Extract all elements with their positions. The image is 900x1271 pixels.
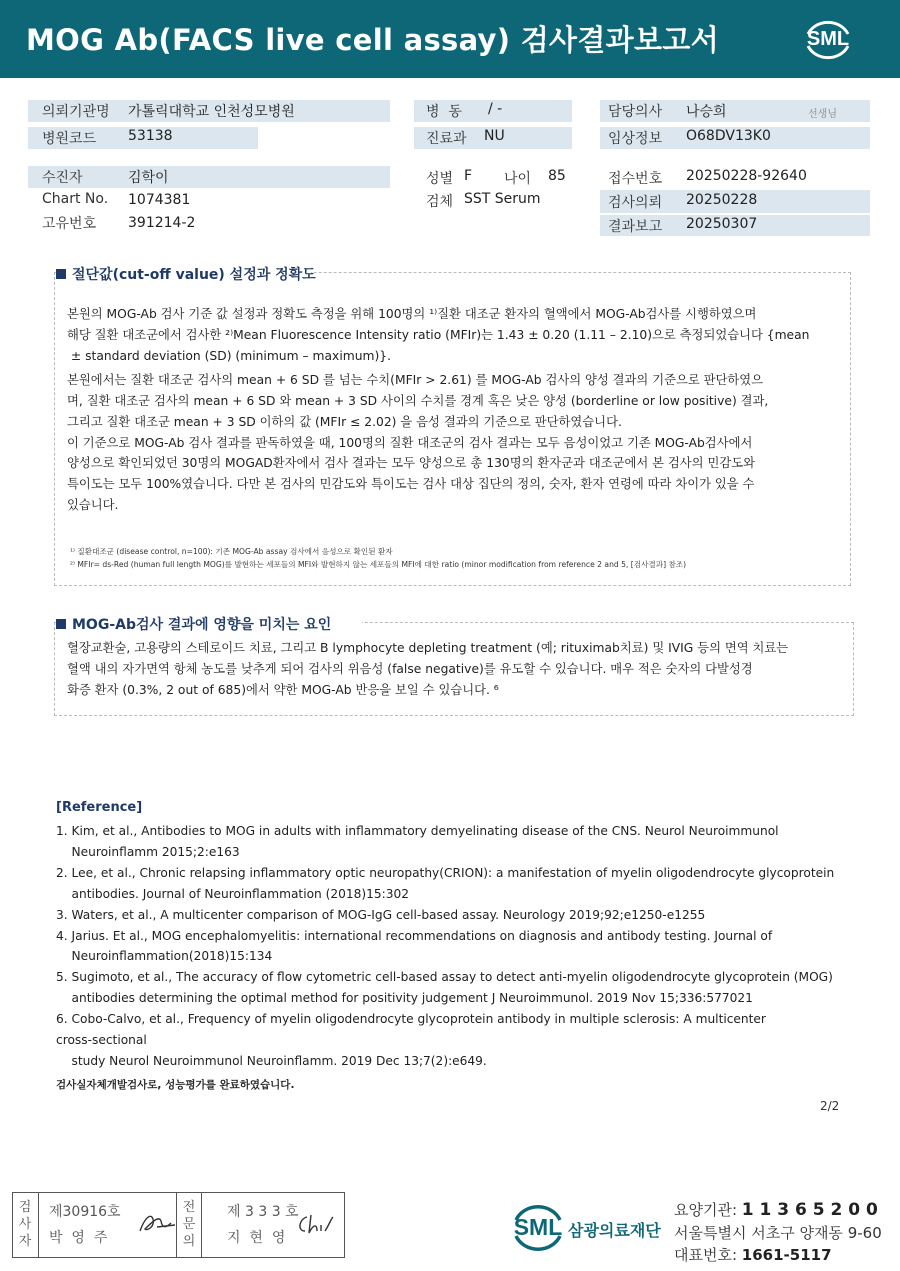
- signature-2-icon: [295, 1211, 335, 1239]
- ward-label: 병 동: [426, 104, 462, 120]
- reference-line: 6. Cobo-Calvo, et al., Frequency of myelin oligodendrocyte glycoprotein antibody in multiple sclerosis: A multicenter: [56, 1012, 766, 1026]
- footnote-1: ¹⁾ 질환대조군 (disease control, n=100): 기존 MOG-Ab assay 검사에서 음성으로 확인된 환자: [70, 547, 393, 556]
- stamp2-name: 지 현 영: [227, 1230, 286, 1246]
- reference-line: study Neurol Neuroimmunol Neuroinflamm. 2019 Dec 13;7(2):e649.: [56, 1054, 487, 1068]
- section1-line: 며, 질환 대조군 검사의 mean + 6 SD 와 mean + 3 SD 사이의 수치를 경계 혹은 낮은 양성 (borderline or low positive) 결과,: [67, 394, 769, 408]
- care-institution: 요양기관: 1 1 3 6 5 2 0 0: [674, 1200, 878, 1220]
- section1-line: 그리고 질환 대조군 mean + 3 SD 이하의 값 (MFIr ≤ 2.02) 을 음성 결과의 기준으로 판단하였습니다.: [67, 415, 622, 429]
- unique-id-value: 391214-2: [128, 215, 196, 231]
- chart-value: 1074381: [128, 192, 191, 208]
- org-phone: 대표번호: 1661-5117: [674, 1246, 832, 1264]
- org-address: 서울특별시 서초구 양재동 9-60: [674, 1224, 882, 1242]
- dept-label: 진료과: [426, 131, 467, 147]
- page-number: 2/2: [820, 1099, 840, 1113]
- sml-logo: [802, 16, 854, 62]
- dept-value: NU: [484, 128, 505, 144]
- org-logo: [510, 1200, 661, 1258]
- section1-line: 본원의 MOG-Ab 검사 기준 값 설정과 정확도 측정을 위해 100명의 ¹⁾질환 대조군 환자의 혈액에서 MOG-Ab검사를 시행하였으며: [67, 307, 757, 321]
- section1-line: ± standard deviation (SD) (minimum – maximum)}.: [67, 349, 392, 363]
- report-title: MOG Ab(FACS live cell assay) 검사결과보고서: [26, 23, 719, 57]
- signature-stamp: [12, 1192, 345, 1258]
- receipt-value: 20250228-92640: [686, 168, 807, 184]
- section2-title: [56, 614, 331, 634]
- sex-label: 성별: [426, 171, 454, 187]
- section2-line: 혈장교환술, 고용량의 스테로이드 치료, 그리고 B lymphocyte depleting treatment (예; rituximab치료) 및 IVIG 등의 면역 치료는: [67, 641, 789, 655]
- reference-line: Neuroinflamm 2015;2:e163: [56, 845, 240, 859]
- receipt-label: 접수번호: [608, 171, 663, 187]
- institution-label: 의뢰기관명: [42, 104, 110, 120]
- section1-line: 해당 질환 대조군에서 검사한 ²⁾Mean Fluorescence Intensity ratio (MFIr)는 1.43 ± 0.20 (1.11 – 2.10)으로 측정되었습니다 {mean: [67, 328, 810, 342]
- request-value: 20250228: [686, 192, 758, 208]
- report-date-label: 결과보고: [608, 219, 663, 235]
- stamp1-label-cell: [13, 1193, 39, 1257]
- doctor-suffix: 선생님: [808, 109, 837, 120]
- dates-divider: [600, 213, 870, 215]
- reference-line: 1. Kim, et al., Antibodies to MOG in adults with inflammatory demyelinating disease of the CNS. Neurol Neuroimmunol: [56, 824, 779, 838]
- code-label: 병원코드: [42, 131, 97, 147]
- reference-line: 5. Sugimoto, et al., The accuracy of flow cytometric cell-based assay to detect anti-myelin oligodendrocyte glycoprotein (MOG): [56, 970, 833, 984]
- section1-line: 이 기준으로 MOG-Ab 검사 결과를 판독하였을 때, 100명의 질환 대조군의 검사 결과는 모두 음성이었고 기존 MOG-Ab검사에서: [67, 436, 753, 450]
- validation-note: 검사실자체개발검사로, 성능평가를 완료하였습니다.: [56, 1079, 295, 1091]
- age-label: 나이: [504, 171, 532, 187]
- reference-line: Neuroinflammation(2018)15:134: [56, 949, 273, 963]
- section2-title-text: MOG-Ab검사 결과에 영향을 미치는 요인: [72, 617, 332, 633]
- institution-value: 가톨릭대학교 인천성모병원: [128, 104, 295, 120]
- section1-line: 특이도는 모두 100%였습니다. 다만 본 검사의 민감도와 특이도는 검사 대상 집단의 정의, 숫자, 환자 연령에 따라 차이가 있을 수: [67, 477, 755, 491]
- section1-line: 양성으로 확인되었던 30명의 MOGAD환자에서 검사 결과는 모두 양성으로 총 130명의 환자군과 대조군에서 본 검사의 민감도와: [67, 456, 755, 470]
- ward-value: / -: [488, 101, 503, 117]
- clinical-label: 임상정보: [608, 131, 663, 147]
- stamp2-number: 제 3 3 3 호: [227, 1204, 299, 1220]
- stamp1-name: 박 영 주: [49, 1230, 108, 1246]
- stamp2-label: 전문의: [182, 1200, 196, 1249]
- specimen-label: 검체: [426, 194, 454, 210]
- report-header: [0, 0, 900, 78]
- request-label: 검사의뢰: [608, 195, 663, 211]
- reference-title: [Reference]: [56, 800, 143, 815]
- signature-1-icon: [137, 1209, 177, 1237]
- doctor-value: 나승희: [686, 104, 727, 120]
- report-date-value: 20250307: [686, 216, 758, 232]
- code-value: 53138: [128, 128, 173, 144]
- sex-value: F: [464, 168, 473, 184]
- stamp2-label-cell: [176, 1193, 202, 1257]
- org-logo-text: SML: [513, 1214, 563, 1240]
- doctor-label: 담당의사: [608, 104, 663, 120]
- section1-title-front: 절단값(cut-off value) 설정과 정확도: [56, 264, 316, 284]
- stamp1-label: 검사자: [18, 1200, 32, 1249]
- reference-line: antibodies. Journal of Neuroinflammation (2018)15:302: [56, 887, 410, 901]
- footnote-2: ²⁾ MFIr= ds-Red (human full length MOG)를 발현하는 세포들의 MFI와 발현하지 않는 세포들의 MFI에 대한 ratio (minor modification from reference 2 and 5, [검사결과] 참조): [70, 560, 687, 569]
- section1-line: 본원에서는 질환 대조군 검사의 mean + 6 SD 를 넘는 수치(MFIr > 2.61) 를 MOG-Ab 검사의 양성 결과의 기준으로 판단하였으: [67, 373, 764, 387]
- reference-line: cross-sectional: [56, 1033, 147, 1047]
- unique-id-label: 고유번호: [42, 216, 97, 232]
- reference-line: 4. Jarius. Et al., MOG encephalomyelitis: international recommendations on diagnosis and antibody testing. Journal of: [56, 929, 773, 943]
- sml-logo-text: SML: [806, 28, 850, 50]
- section1-line: 있습니다.: [67, 498, 119, 512]
- patient-value: 김학이: [128, 170, 169, 186]
- age-value: 85: [548, 168, 566, 184]
- section2-line: 화증 환자 (0.3%, 2 out of 685)에서 약한 MOG-Ab 반응을 보일 수 있습니다. ⁶: [67, 683, 499, 697]
- patient-label: 수진자: [42, 170, 83, 186]
- clinical-value: O68DV13K0: [686, 128, 771, 144]
- reference-line: 3. Waters, et al., A multicenter comparison of MOG-IgG cell-based assay. Neurology 2019;92;e1250-e1255: [56, 908, 706, 922]
- reference-line: 2. Lee, et al., Chronic relapsing inflammatory optic neuropathy(CRION): a manifestation of myelin oligodendrocyte glycoprotein: [56, 866, 835, 880]
- section2-line: 혈액 내의 자가면역 항체 농도를 낮추게 되어 검사의 위음성 (false negative)를 유도할 수 있습니다. 매우 적은 숫자의 다발성경: [67, 662, 753, 676]
- specimen-value: SST Serum: [464, 191, 541, 207]
- reference-line: antibodies determining the optimal method for positivity judgement J Neuroimmunol. 2019 Nov 15;336:577021: [56, 991, 753, 1005]
- chart-label: Chart No.: [42, 191, 109, 207]
- org-name: 삼광의료재단: [568, 1221, 661, 1240]
- stamp1-number: 제30916호: [49, 1204, 121, 1220]
